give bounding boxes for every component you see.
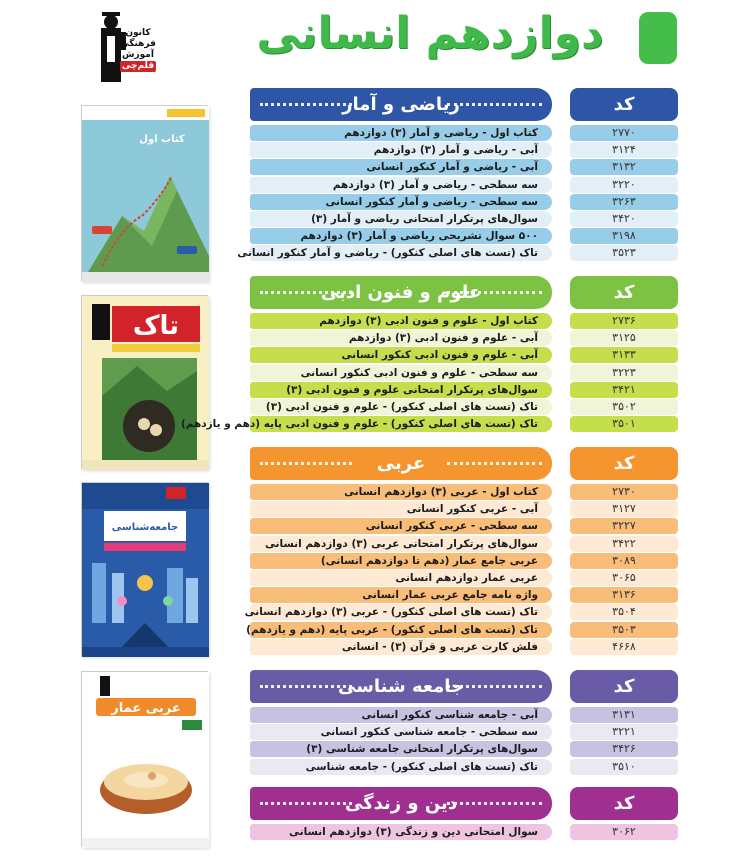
product-code: ۳۱۲۷	[570, 501, 678, 517]
section-title: عربی	[376, 453, 426, 474]
section-title: دین و زندگی	[344, 793, 458, 814]
product-code: ۳۲۲۰	[570, 177, 678, 193]
code-column-header: کد	[570, 787, 678, 820]
product-title: آبی - عربی کنکور انسانی	[250, 501, 552, 517]
product-code: ۲۷۳۰	[570, 484, 678, 500]
dotted-divider	[260, 462, 352, 465]
product-code: ۳۵۰۴	[570, 604, 678, 620]
product-code: ۲۷۷۰	[570, 125, 678, 141]
product-title: سوال‌های پرتکرار امتحانی علوم و فنون ادبی (۳)	[250, 382, 552, 398]
product-title: تاک (تست های اصلی کنکور) - ریاضی و آمار کنکور انسانی	[250, 245, 552, 261]
product-title: تاک (تست های اصلی کنکور) - جامعه شناسی	[250, 759, 552, 775]
book-cover-arabi-ammar[interactable]	[81, 671, 208, 847]
code-column-header: کد	[570, 447, 678, 480]
page-title: دوازدهم انسانی	[256, 8, 604, 59]
product-title: آبی - علوم و فنون ادبی (۳) دوازدهم	[250, 330, 552, 346]
product-code: ۲۷۳۶	[570, 313, 678, 329]
product-code: ۳۰۶۵	[570, 570, 678, 586]
section-header-1	[250, 276, 552, 309]
product-code: ۳۵۰۳	[570, 622, 678, 638]
product-code: ۳۰۸۹	[570, 553, 678, 569]
book-cover-ketab-aval[interactable]	[81, 105, 208, 281]
publisher-logo-text	[120, 28, 156, 72]
product-title: تاک (تست های اصلی کنکور) - عربی (۳) دوازدهم انسانی	[250, 604, 552, 620]
product-code: ۳۱۲۵	[570, 330, 678, 346]
cover3-title: جامعه‌شناسی	[111, 522, 179, 533]
product-title: سه سطحی - عربی کنکور انسانی	[250, 518, 552, 534]
product-title: تاک (تست های اصلی کنکور) - علوم و فنون ادبی پایه (دهم و یازدهم)	[250, 416, 552, 432]
product-code: ۳۲۲۳	[570, 365, 678, 381]
product-title: تاک (تست های اصلی کنکور) - عربی پایه (دهم و یازدهم)	[250, 622, 552, 638]
product-code: ۳۵۲۳	[570, 245, 678, 261]
product-title: فلش کارت عربی و قرآن (۳) - انسانی	[250, 639, 552, 655]
product-code: ۳۴۲۶	[570, 741, 678, 757]
product-code: ۳۴۲۰	[570, 211, 678, 227]
product-title: آبی - ریاضی و آمار (۳) دوازدهم	[250, 142, 552, 158]
product-code: ۳۴۲۱	[570, 382, 678, 398]
product-title: کتاب اول - ریاضی و آمار (۳) دوازدهم	[250, 125, 552, 141]
dotted-divider	[447, 462, 542, 465]
product-title: واژه نامه جامع عربی عمار انسانی	[250, 587, 552, 603]
product-title: سوال امتحانی دین و زندگی (۳) دوازدهم انسانی	[250, 824, 552, 840]
product-title: آبی - ریاضی و آمار کنکور انسانی	[250, 159, 552, 175]
code-column-header: کد	[570, 276, 678, 309]
product-title: سه سطحی - ریاضی و آمار (۳) دوازدهم	[250, 177, 552, 193]
logo-line4: قلم‌چی	[121, 61, 155, 71]
section-title: ریاضی و آمار	[342, 94, 460, 115]
product-code: ۳۱۹۸	[570, 228, 678, 244]
product-code: ۳۵۰۱	[570, 416, 678, 432]
product-code: ۳۵۱۰	[570, 759, 678, 775]
product-title: آبی - علوم و فنون ادبی کنکور انسانی	[250, 347, 552, 363]
product-title: کتاب اول - عربی (۳) دوازدهم انسانی	[250, 484, 552, 500]
section-header-3	[250, 670, 552, 703]
product-code: ۳۱۲۴	[570, 142, 678, 158]
product-title: عربی عمار دوازدهم انسانی	[250, 570, 552, 586]
product-code: ۳۲۲۷	[570, 518, 678, 534]
product-title: عربی جامع عمار (دهم تا دوازدهم انسانی)	[250, 553, 552, 569]
code-column-header: کد	[570, 88, 678, 121]
cover1-title: کتاب اول	[139, 134, 185, 145]
product-code: ۳۱۳۶	[570, 587, 678, 603]
book-cover-jameshenasi[interactable]	[81, 482, 208, 656]
cover2-title: تاک	[132, 311, 180, 341]
section-header-2	[250, 447, 552, 480]
product-title: سه سطحی - جامعه شناسی کنکور انسانی	[250, 724, 552, 740]
product-title: تاک (تست های اصلی کنکور) - علوم و فنون ادبی (۳)	[250, 399, 552, 415]
product-title: کتاب اول - علوم و فنون ادبی (۳) دوازدهم	[250, 313, 552, 329]
logo-line3: آموزش	[122, 50, 154, 60]
product-code: ۳۵۰۲	[570, 399, 678, 415]
product-code: ۳۱۳۲	[570, 159, 678, 175]
product-title: سه سطحی - علوم و فنون ادبی کنکور انسانی	[250, 365, 552, 381]
product-code: ۳۴۲۲	[570, 536, 678, 552]
book-cover-tak[interactable]	[81, 295, 208, 469]
product-title: سوال‌های پرتکرار امتحانی ریاضی و آمار (۳)	[250, 211, 552, 227]
logo-line1: کانون	[125, 28, 151, 38]
product-title: ۵۰۰ سوال تشریحی ریاضی و آمار (۳) دوازدهم	[250, 228, 552, 244]
product-code: ۳۱۳۱	[570, 707, 678, 723]
product-code: ۳۲۲۱	[570, 724, 678, 740]
section-header-0	[250, 88, 552, 121]
section-title: علوم و فنون ادبی	[320, 282, 482, 303]
product-title: آبی - جامعه شناسی کنکور انسانی	[250, 707, 552, 723]
cover4-title: عربی عمار	[111, 701, 181, 716]
logo-line2: فرهنگی	[120, 39, 156, 49]
product-code: ۴۶۶۸	[570, 639, 678, 655]
product-title: سوال‌های پرتکرار امتحانی جامعه شناسی (۳)	[250, 741, 552, 757]
product-title: سه سطحی - ریاضی و آمار کنکور انسانی	[250, 194, 552, 210]
code-column-header: کد	[570, 670, 678, 703]
product-title: سوال‌های پرتکرار امتحانی عربی (۳) دوازدهم انسانی	[250, 536, 552, 552]
product-code: ۳۱۳۳	[570, 347, 678, 363]
product-code: ۳۲۶۳	[570, 194, 678, 210]
title-accent-tab	[639, 12, 677, 64]
product-code: ۳۰۶۲	[570, 824, 678, 840]
section-title: جامعه شناسی	[338, 676, 464, 697]
section-header-4	[250, 787, 552, 820]
